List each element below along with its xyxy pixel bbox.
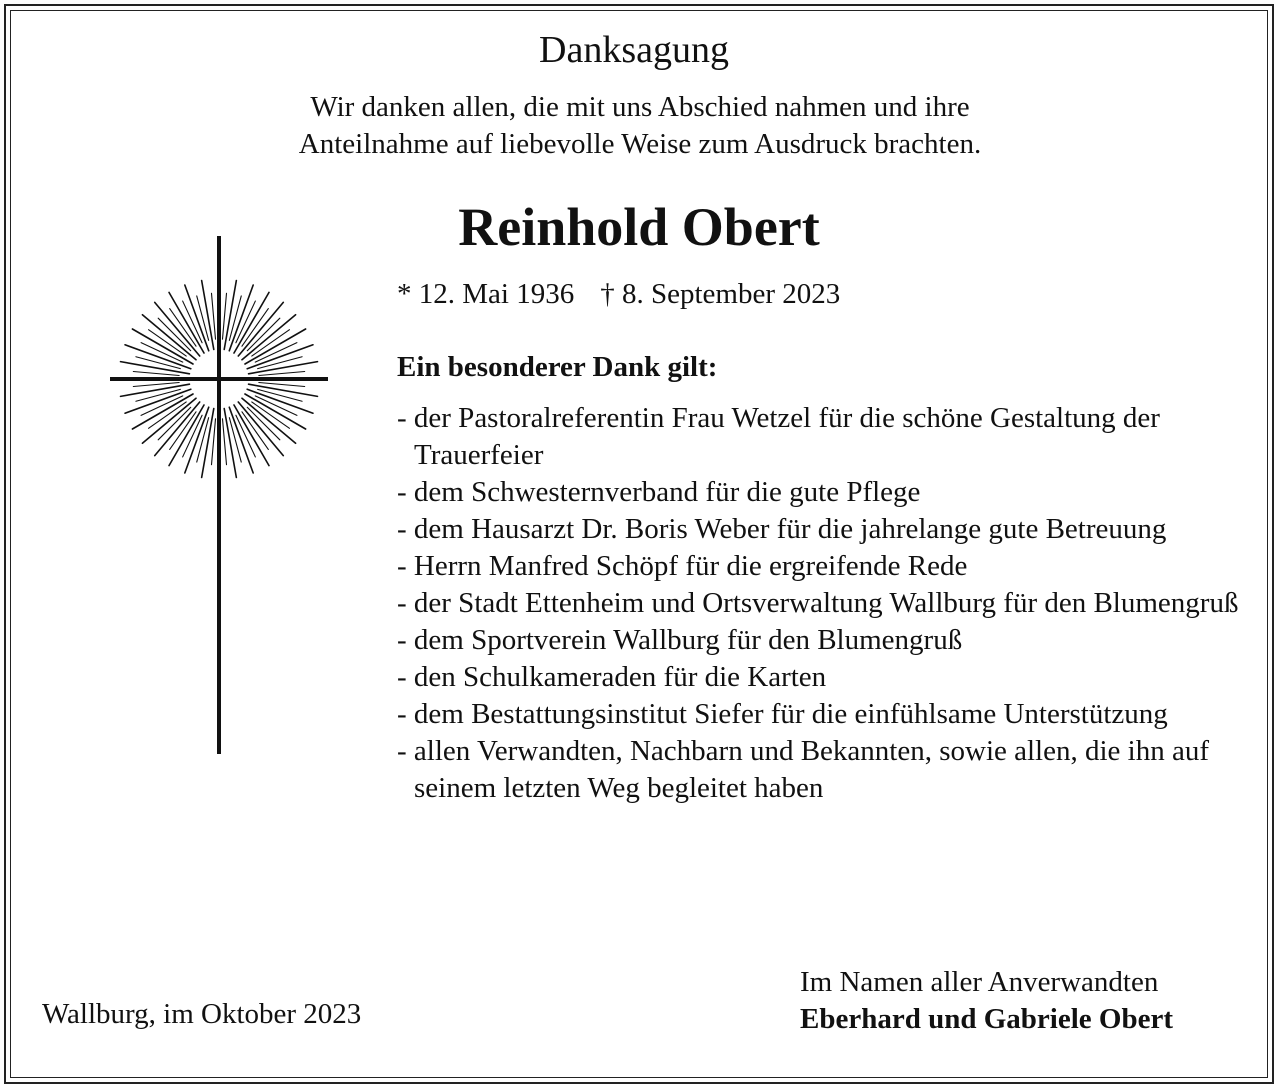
birth-date: * 12. Mai 1936	[397, 278, 575, 310]
intro-line: Wir danken allen, die mit uns Abschied nahmen und ihre	[310, 91, 970, 123]
sunburst-ray	[155, 302, 200, 356]
sunburst-ray	[212, 293, 216, 339]
list-item: - Herrn Manfred Schöpf für die ergreifende Rede	[397, 550, 968, 582]
thanks-heading: Ein besonderer Dank gilt:	[397, 351, 718, 383]
list-item: - allen Verwandten, Nachbarn und Bekannten, sowie allen, die ihn auf seinem letzten Weg begleitet haben	[397, 735, 1209, 804]
list-item: - dem Bestattungsinstitut Siefer für die einfühlsame Unterstützung	[397, 698, 1168, 730]
sunburst-ray	[121, 362, 190, 374]
place-date: Wallburg, im Oktober 2023	[42, 998, 362, 1030]
sunburst-ray	[155, 402, 200, 456]
sunburst-ray	[238, 402, 283, 456]
notice-title: Danksagung	[539, 29, 729, 71]
signature-intro: Im Namen aller Anverwandten	[800, 966, 1159, 998]
sunburst-ray	[121, 384, 190, 396]
cross-shape	[110, 236, 328, 754]
sunburst-ray	[142, 398, 196, 443]
sunburst-ray	[259, 382, 305, 386]
sunburst-ray	[133, 372, 179, 376]
sunburst-ray	[212, 419, 216, 465]
sunburst-ray	[259, 372, 305, 376]
deceased-name: Reinhold Obert	[458, 197, 820, 257]
cross-vertical-beam	[217, 236, 221, 754]
death-date: † 8. September 2023	[600, 278, 841, 310]
sunburst-ray	[202, 409, 214, 478]
cross-horizontal-beam	[110, 377, 328, 381]
list-item: - den Schulkameraden für die Karten	[397, 661, 827, 693]
sunburst-ray	[238, 302, 283, 356]
list-item: - dem Schwesternverband für die gute Pflege	[397, 476, 921, 508]
sunburst-ray	[249, 384, 318, 396]
intro-text	[0, 89, 1280, 163]
sunburst-ray	[133, 382, 179, 386]
sunburst-ray	[242, 315, 296, 360]
sunburst-ray	[224, 281, 236, 350]
list-item: - dem Hausarzt Dr. Boris Weber für die jahrelange gute Betreuung	[397, 513, 1167, 545]
sunburst-ray	[249, 362, 318, 374]
sunburst-ray	[222, 419, 226, 465]
list-item: - der Pastoralreferentin Frau Wetzel für die schöne Gestaltung der Trauerfeier	[397, 402, 1160, 471]
life-dates	[397, 276, 840, 312]
sunburst-ray	[222, 293, 226, 339]
sunburst-ray	[142, 315, 196, 360]
sunburst-ray	[202, 281, 214, 350]
intro-line: Anteilnahme auf liebevolle Weise zum Ausdruck brachten.	[298, 128, 982, 160]
sunburst-ray	[224, 409, 236, 478]
list-item: - dem Sportverein Wallburg für den Blumengruß	[397, 624, 963, 656]
sunburst-ray	[242, 398, 296, 443]
signature-block	[800, 964, 1173, 1038]
list-item: - der Stadt Ettenheim und Ortsverwaltung Wallburg für den Blumengruß	[397, 587, 1239, 619]
radiant-cross-icon	[108, 234, 330, 756]
thanks-list	[397, 400, 1257, 807]
signature-names: Eberhard und Gabriele Obert	[800, 1003, 1173, 1035]
